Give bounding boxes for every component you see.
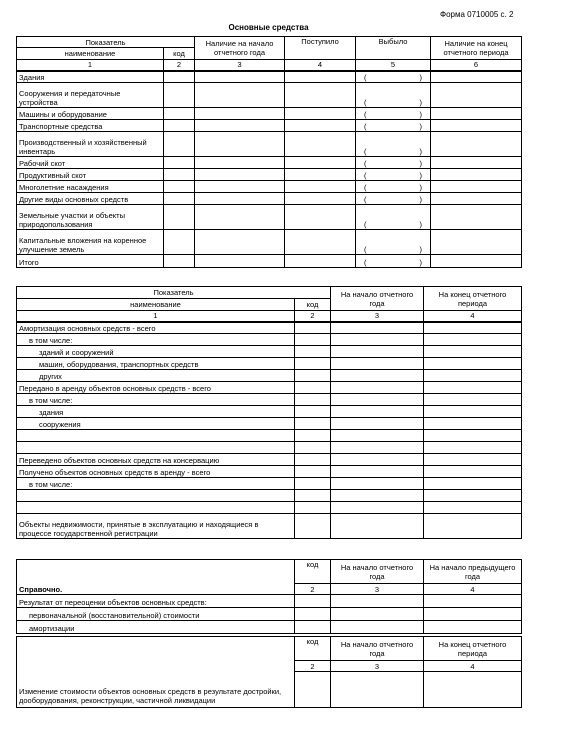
row-label: в том числе: (17, 478, 295, 490)
cell-received[interactable] (285, 181, 356, 193)
row-label (17, 490, 295, 502)
cell-start[interactable] (331, 442, 424, 454)
table-row (17, 169, 522, 181)
cell-start[interactable] (195, 157, 285, 169)
table-row (17, 466, 522, 478)
cell-start[interactable] (331, 490, 424, 502)
parenthesis-field (358, 183, 428, 192)
cell-code[interactable] (295, 442, 331, 454)
cell-received[interactable] (285, 255, 356, 268)
cell-start[interactable] (331, 382, 424, 394)
row-label: здания (17, 406, 295, 418)
col-number: 3 (195, 60, 285, 71)
paren-open: ( (364, 110, 367, 119)
row-label: машин, оборудования, транспортных средств (17, 358, 295, 370)
cell-start[interactable] (195, 181, 285, 193)
row-label: первоначальной (восстановительной) стоимости (17, 608, 295, 621)
row-label: Получено объектов основных средств в аренду - всего (17, 466, 295, 478)
depreciation-table (16, 286, 522, 539)
cell-code[interactable] (295, 490, 331, 502)
col-number: 1 (17, 311, 295, 322)
cell-retired[interactable] (356, 120, 431, 132)
header-start: Наличие на начало отчетного года (195, 37, 285, 60)
cell-code[interactable] (295, 595, 331, 608)
parenthesis-field (358, 73, 428, 82)
paren-open: ( (364, 220, 367, 229)
header-indicator: Показатель (17, 287, 331, 299)
cell-start[interactable] (331, 514, 424, 539)
paren-open: ( (364, 183, 367, 192)
table-row (17, 83, 522, 108)
cell-end[interactable] (431, 157, 522, 169)
paren-close: ) (419, 110, 423, 119)
table-row (17, 382, 522, 394)
cell-end[interactable] (424, 442, 522, 454)
cell-received[interactable] (285, 83, 356, 108)
cell-start[interactable] (331, 358, 424, 370)
parenthesis-field (358, 245, 428, 254)
cell-start[interactable] (195, 193, 285, 205)
header-start: На начало отчетного года (331, 287, 424, 311)
table-row (17, 406, 522, 418)
cell-retired[interactable] (356, 181, 431, 193)
row-label: Итого (17, 255, 164, 268)
fixed-assets-table (16, 36, 522, 268)
cell-code[interactable] (164, 169, 195, 181)
cell-received[interactable] (285, 157, 356, 169)
row-label (17, 442, 295, 454)
cell-code[interactable] (295, 454, 331, 466)
col-number: 2 (295, 311, 331, 322)
table-row (17, 502, 522, 514)
table-row (17, 370, 522, 382)
paren-close: ) (419, 73, 423, 82)
row-label: других (17, 370, 295, 382)
row-label: Продуктивный скот (17, 169, 164, 181)
cell-retired[interactable] (356, 108, 431, 120)
cell-code[interactable] (164, 108, 195, 120)
row-label: в том числе: (17, 394, 295, 406)
col-number: 2 (295, 584, 331, 595)
cell-start[interactable] (331, 478, 424, 490)
cell-code[interactable] (295, 394, 331, 406)
cell-start[interactable] (331, 406, 424, 418)
row-label: Объекты недвижимости, принятые в эксплуатацию и находящиеся в процессе государственной регистрации (17, 514, 295, 539)
parenthesis-field (358, 195, 428, 204)
cell-end[interactable] (424, 334, 522, 346)
cell-end[interactable] (431, 205, 522, 230)
cell-retired[interactable] (356, 132, 431, 157)
cell-start[interactable] (331, 454, 424, 466)
table-row (17, 514, 522, 539)
cell-code[interactable] (164, 83, 195, 108)
header-prev: На начало предыдущего года (424, 560, 522, 584)
cell-received[interactable] (285, 169, 356, 181)
cell-code[interactable] (295, 382, 331, 394)
cell-code[interactable] (295, 621, 331, 634)
row-label: Здания (17, 71, 164, 83)
cell-retired[interactable] (356, 193, 431, 205)
paren-close: ) (419, 195, 423, 204)
cell-retired[interactable] (356, 255, 431, 268)
cell-start[interactable] (195, 71, 285, 83)
header-code: код (164, 48, 195, 60)
cell-end[interactable] (431, 193, 522, 205)
table-row (17, 358, 522, 370)
cell-end[interactable] (431, 255, 522, 268)
row-label: Капитальные вложения на коренное улучшение земель (17, 230, 164, 255)
cell-received[interactable] (285, 205, 356, 230)
row-label: Переведено объектов основных средств на консервацию (17, 454, 295, 466)
col-number: 2 (295, 661, 331, 672)
cell-value[interactable] (424, 621, 522, 634)
cell-value[interactable] (331, 672, 424, 708)
cell-end[interactable] (424, 466, 522, 478)
paren-close: ) (419, 147, 423, 156)
table-row (17, 157, 522, 169)
table-row (17, 478, 522, 490)
header-start: На начало отчетного года (331, 560, 424, 584)
col-number: 6 (431, 60, 522, 71)
table-row (17, 71, 522, 83)
header-end: Наличие на конец отчетного периода (431, 37, 522, 60)
table-row (17, 454, 522, 466)
cell-end[interactable] (424, 322, 522, 334)
cell-start[interactable] (195, 132, 285, 157)
cell-start[interactable] (195, 205, 285, 230)
value-change-table (16, 636, 522, 708)
cell-code[interactable] (295, 478, 331, 490)
table-row (17, 322, 522, 334)
cell-code[interactable] (164, 205, 195, 230)
cell-code[interactable] (164, 71, 195, 83)
col-number: 3 (331, 661, 424, 672)
table-row (17, 108, 522, 120)
cell-start[interactable] (195, 255, 285, 268)
cell-start[interactable] (331, 346, 424, 358)
row-label: Передано в аренду объектов основных средств - всего (17, 382, 295, 394)
col-number: 4 (424, 584, 522, 595)
cell-code[interactable] (164, 132, 195, 157)
row-label: сооружения (17, 418, 295, 430)
cell-start[interactable] (331, 334, 424, 346)
table-row (17, 181, 522, 193)
paren-open: ( (364, 122, 367, 131)
paren-open: ( (364, 159, 367, 168)
header-end: На конец отчетного периода (424, 287, 522, 311)
header-end: На конец отчетного периода (424, 637, 522, 661)
col-number: 4 (285, 60, 356, 71)
row-label: Амортизация основных средств - всего (17, 322, 295, 334)
cell-code[interactable] (295, 514, 331, 539)
table-row (17, 334, 522, 346)
row-label (17, 502, 295, 514)
table-row (17, 346, 522, 358)
cell-start[interactable] (331, 418, 424, 430)
row-label: амортизации (17, 621, 295, 634)
parenthesis-field (358, 258, 428, 267)
col-number: 4 (424, 661, 522, 672)
paren-close: ) (419, 98, 423, 107)
paren-close: ) (419, 245, 423, 254)
cell-start[interactable] (195, 169, 285, 181)
cell-code[interactable] (164, 230, 195, 255)
cell-end[interactable] (424, 358, 522, 370)
cell-retired[interactable] (356, 157, 431, 169)
table-row (17, 418, 522, 430)
cell-code[interactable] (295, 672, 331, 708)
cell-start[interactable] (195, 120, 285, 132)
cell-start[interactable] (331, 370, 424, 382)
col-number: 3 (331, 584, 424, 595)
cell-code[interactable] (295, 322, 331, 334)
cell-end[interactable] (424, 478, 522, 490)
header-name: наименование (17, 299, 295, 311)
cell-end[interactable] (431, 132, 522, 157)
table-row (17, 442, 522, 454)
cell-retired[interactable] (356, 71, 431, 83)
paren-close: ) (419, 122, 423, 131)
cell-end[interactable] (424, 370, 522, 382)
paren-close: ) (419, 159, 423, 168)
table-row (17, 255, 522, 268)
cell-value[interactable] (424, 595, 522, 608)
parenthesis-field (358, 122, 428, 131)
cell-code[interactable] (164, 120, 195, 132)
parenthesis-field (358, 171, 428, 180)
cell-end[interactable] (424, 430, 522, 442)
revaluation-table (16, 559, 522, 634)
header-received: Поступило (285, 37, 356, 60)
cell-code[interactable] (295, 418, 331, 430)
table-row (17, 490, 522, 502)
header-retired: Выбыло (356, 37, 431, 60)
cell-code[interactable] (164, 255, 195, 268)
header-code: код (295, 299, 331, 311)
paren-close: ) (419, 258, 423, 267)
cell-code[interactable] (295, 358, 331, 370)
parenthesis-field (358, 220, 428, 229)
cell-start[interactable] (331, 394, 424, 406)
row-label (17, 430, 295, 442)
col-number: 3 (331, 311, 424, 322)
paren-close: ) (419, 171, 423, 180)
cell-received[interactable] (285, 132, 356, 157)
cell-start[interactable] (195, 108, 285, 120)
cell-retired[interactable] (356, 83, 431, 108)
cell-end[interactable] (424, 394, 522, 406)
table-row (17, 193, 522, 205)
paren-open: ( (364, 195, 367, 204)
cell-end[interactable] (424, 382, 522, 394)
paren-open: ( (364, 171, 367, 180)
parenthesis-field (358, 147, 428, 156)
table-row (17, 132, 522, 157)
header-indicator: Показатель (17, 37, 195, 48)
cell-end[interactable] (431, 83, 522, 108)
row-label: зданий и сооружений (17, 346, 295, 358)
header-code: код (295, 560, 331, 584)
paren-open: ( (364, 245, 367, 254)
cell-end[interactable] (424, 418, 522, 430)
cell-end[interactable] (431, 169, 522, 181)
cell-end[interactable] (424, 514, 522, 539)
paren-open: ( (364, 98, 367, 107)
parenthesis-field (358, 98, 428, 107)
cell-code[interactable] (295, 334, 331, 346)
cell-received[interactable] (285, 230, 356, 255)
cell-retired[interactable] (356, 169, 431, 181)
cell-code[interactable] (295, 346, 331, 358)
paren-open: ( (364, 147, 367, 156)
cell-end[interactable] (424, 454, 522, 466)
cell-value[interactable] (424, 608, 522, 621)
paren-close: ) (419, 183, 423, 192)
cell-code[interactable] (295, 370, 331, 382)
cell-code[interactable] (295, 466, 331, 478)
cell-end[interactable] (424, 346, 522, 358)
row-label: Другие виды основных средств (17, 193, 164, 205)
row-label: Транспортные средства (17, 120, 164, 132)
cell-code[interactable] (164, 157, 195, 169)
parenthesis-field (358, 159, 428, 168)
col-number: 2 (164, 60, 195, 71)
cell-received[interactable] (285, 71, 356, 83)
cell-received[interactable] (285, 108, 356, 120)
cell-value[interactable] (331, 608, 424, 621)
cell-start[interactable] (331, 502, 424, 514)
header-name: наименование (17, 48, 164, 60)
parenthesis-field (358, 110, 428, 119)
cell-value[interactable] (424, 672, 522, 708)
row-label: Производственный и хозяйственный инвентарь (17, 132, 164, 157)
paren-close: ) (419, 220, 423, 229)
row-label: Результат от переоценки объектов основных средств: (17, 595, 295, 608)
cell-value[interactable] (331, 621, 424, 634)
cell-end[interactable] (431, 181, 522, 193)
table-row (17, 394, 522, 406)
cell-end[interactable] (431, 108, 522, 120)
row-label: Земельные участки и объекты природопользования (17, 205, 164, 230)
row-label: Многолетние насаждения (17, 181, 164, 193)
row-label: Рабочий скот (17, 157, 164, 169)
cell-start[interactable] (195, 230, 285, 255)
table-row (17, 430, 522, 442)
cell-received[interactable] (285, 120, 356, 132)
cell-start[interactable] (331, 322, 424, 334)
form-code: Форма 0710005 с. 2 (440, 10, 514, 19)
paren-open: ( (364, 73, 367, 82)
cell-end[interactable] (431, 230, 522, 255)
paren-open: ( (364, 258, 367, 267)
row-label: в том числе: (17, 334, 295, 346)
col-number: 5 (356, 60, 431, 71)
cell-code[interactable] (295, 608, 331, 621)
page-title: Основные средства (228, 23, 309, 32)
cell-code[interactable] (295, 430, 331, 442)
cell-retired[interactable] (356, 230, 431, 255)
cell-start[interactable] (331, 466, 424, 478)
table-row (17, 120, 522, 132)
cell-value[interactable] (331, 595, 424, 608)
row-label: Машины и оборудование (17, 108, 164, 120)
cell-retired[interactable] (356, 205, 431, 230)
cell-end[interactable] (431, 120, 522, 132)
row-label: Изменение стоимости объектов основных средств в результате достройки, дооборудования, реконструкции, частичной ликвидации (17, 637, 295, 708)
header-start: На начало отчетного года (331, 637, 424, 661)
cell-end[interactable] (431, 71, 522, 83)
table-row (17, 230, 522, 255)
cell-code[interactable] (164, 193, 195, 205)
col-number: 1 (17, 60, 164, 71)
cell-received[interactable] (285, 193, 356, 205)
cell-code[interactable] (295, 502, 331, 514)
header-code: код (295, 637, 331, 661)
cell-start[interactable] (195, 83, 285, 108)
cell-start[interactable] (331, 430, 424, 442)
row-label: Сооружения и передаточные устройства (17, 83, 164, 108)
cell-end[interactable] (424, 502, 522, 514)
cell-end[interactable] (424, 406, 522, 418)
reference-label: Справочно. (19, 585, 63, 594)
table-row (17, 205, 522, 230)
col-number: 4 (424, 311, 522, 322)
cell-code[interactable] (164, 181, 195, 193)
cell-code[interactable] (295, 406, 331, 418)
cell-end[interactable] (424, 490, 522, 502)
